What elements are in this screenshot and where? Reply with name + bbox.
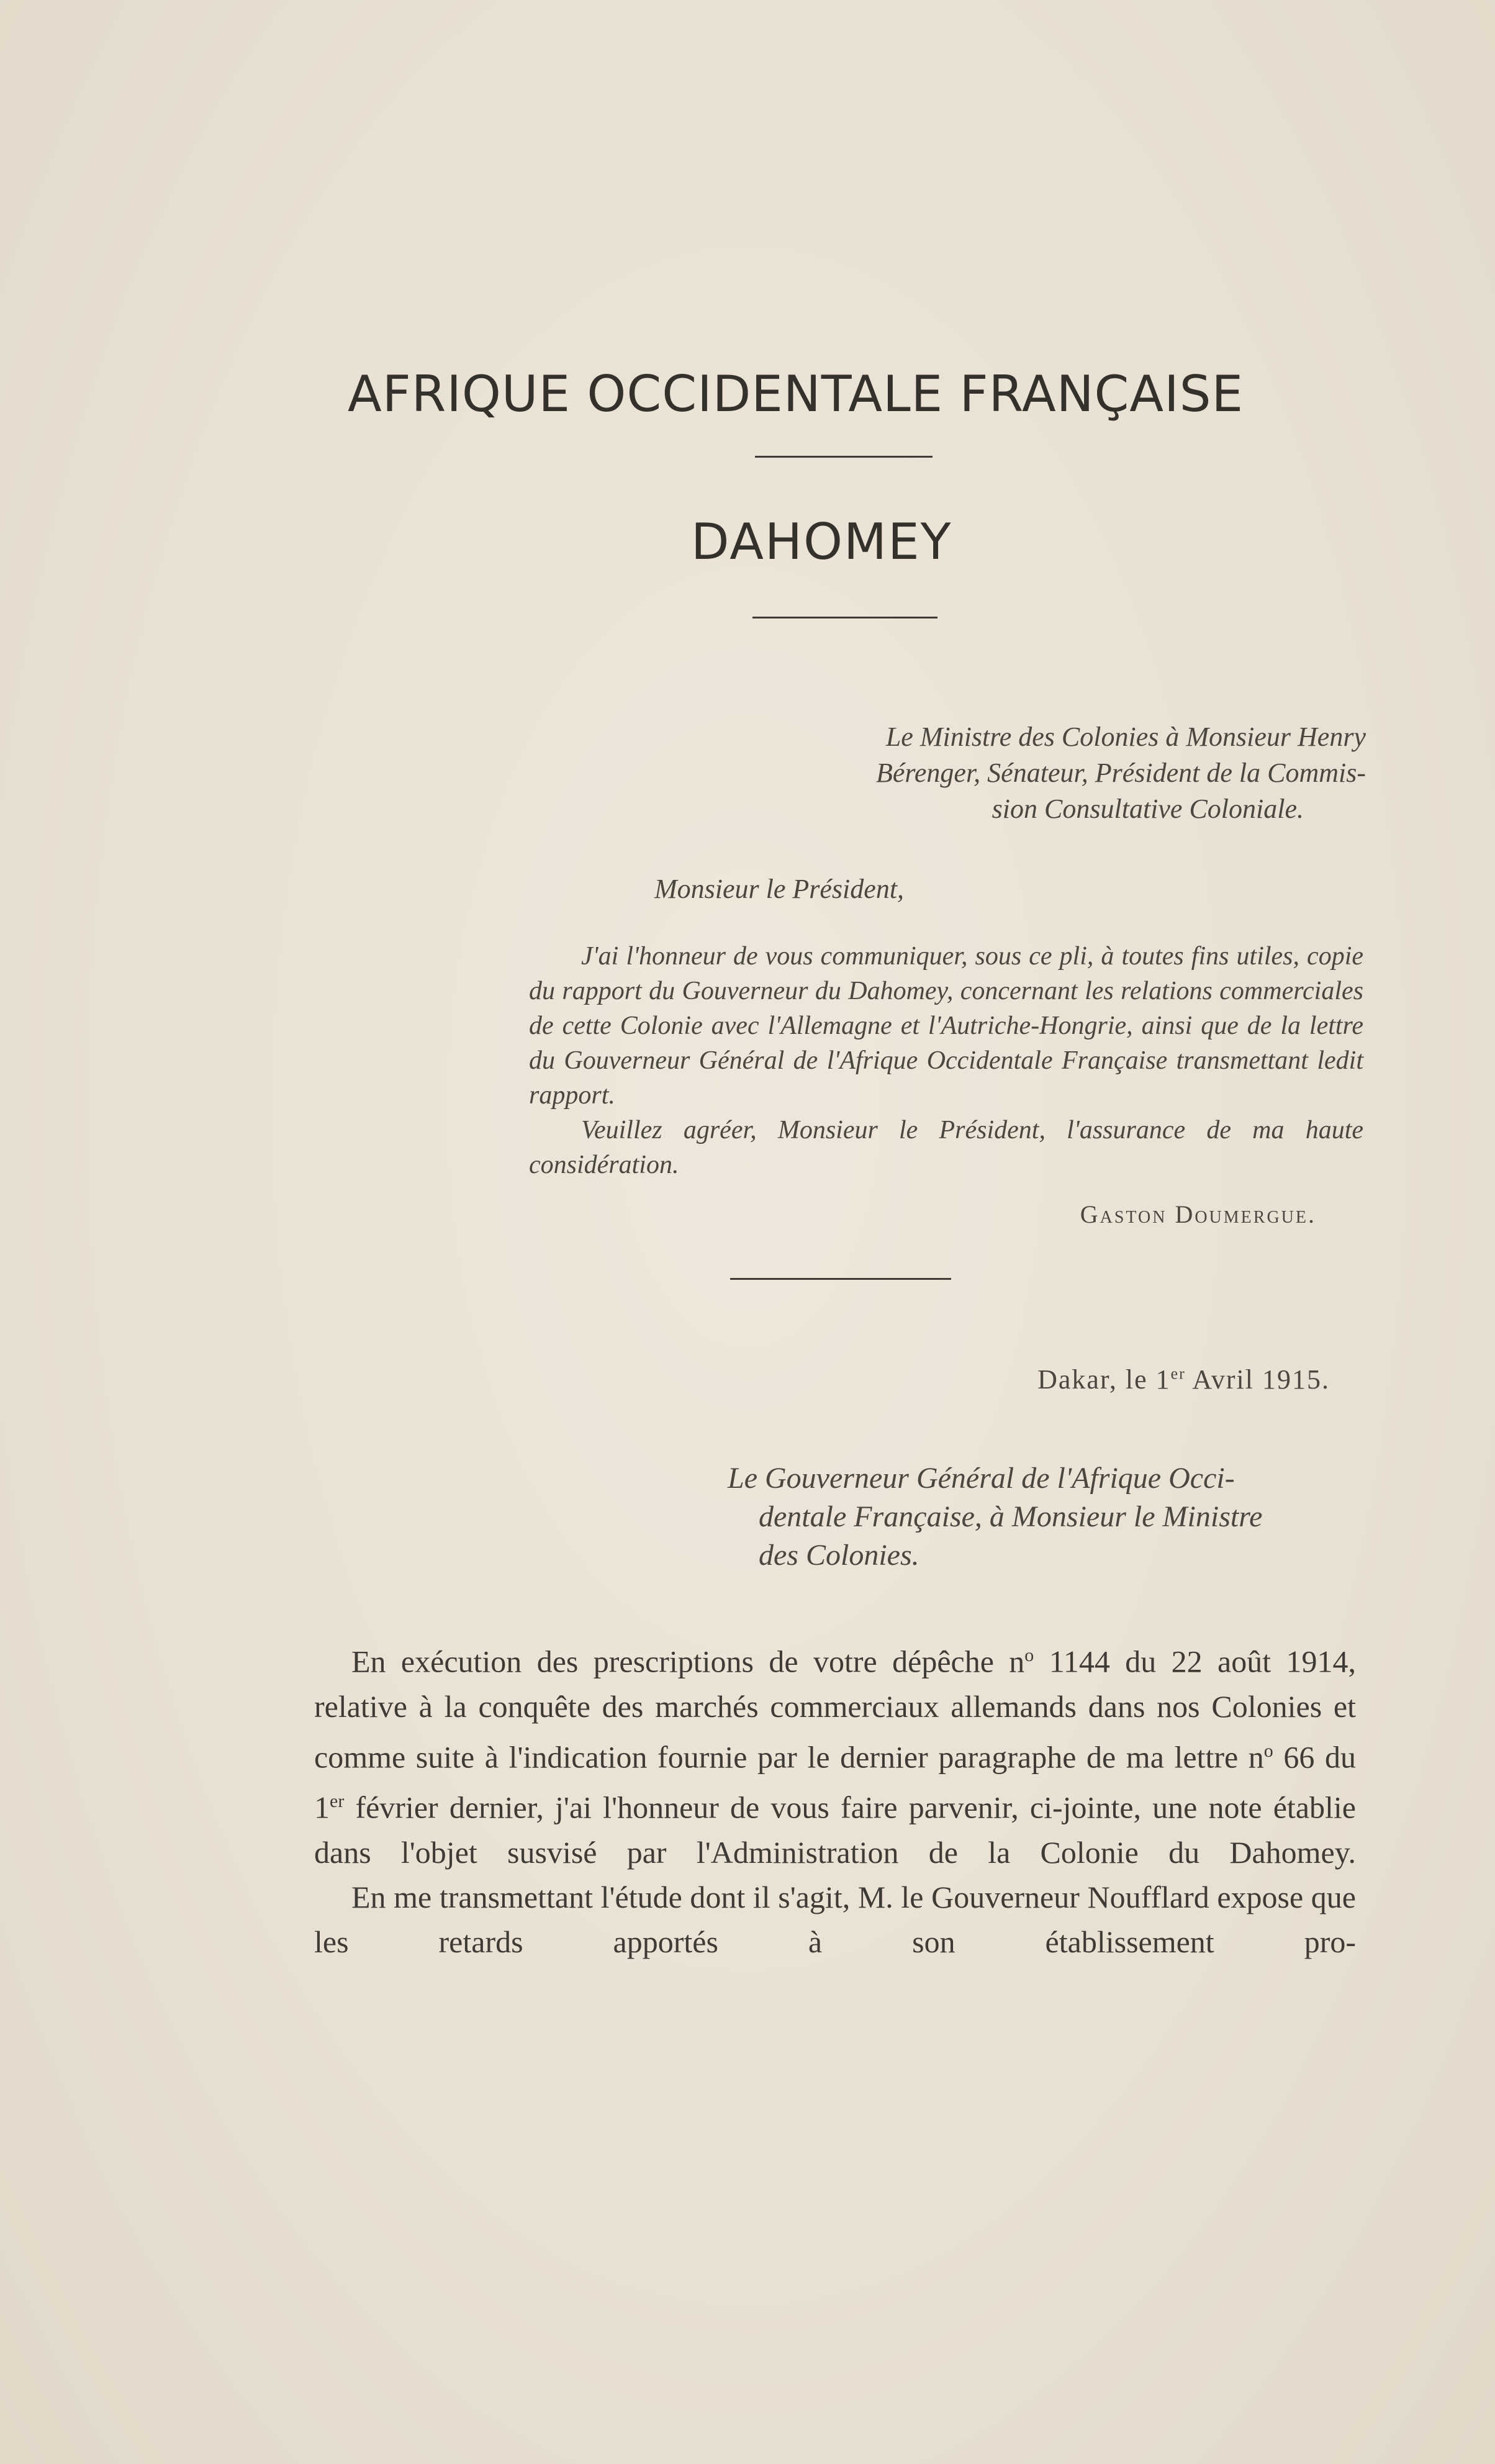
signature: Gaston Doumergue. (1080, 1200, 1316, 1228)
letter-address (739, 719, 1366, 827)
letter-address (728, 1459, 1370, 1575)
letter-paragraph: Veuillez agréer, Monsieur le Président, l'assurance de ma haute considération. (529, 1116, 1363, 1179)
divider-rule (730, 1278, 951, 1280)
superscript: o (1263, 1740, 1273, 1761)
superscript: er (330, 1791, 345, 1812)
divider-rule (755, 456, 933, 458)
divider-rule (752, 617, 937, 618)
salutation: Monsieur le Président, (654, 874, 905, 904)
section-title: DAHOMEY (691, 513, 952, 571)
address-line: sion Consultative Coloniale. (991, 794, 1304, 824)
address-line: Le Gouverneur Général de l'Afrique Occi- (728, 1462, 1235, 1495)
address-line: Le Ministre des Colonies à Monsieur Henry (885, 722, 1366, 752)
letter-paragraph: J'ai l'honneur de vous communiquer, sous ce pli, à toutes fins utiles, copie du rapport du Gouverneur du Dahomey, concernant les relations commerciales de cette Colonie avec l'Allemagne et l'Autriche-Hongrie, ainsi que de la lettre du Gouverneur Général de l'Afrique Occidentale Française transmettant ledit rapport. (529, 942, 1363, 1110)
address-line: des Colonies. (759, 1539, 919, 1572)
main-body (314, 1633, 1356, 1964)
date-superscript: er (1170, 1364, 1186, 1383)
body-text: 66 du 1 (314, 1739, 1356, 1825)
date-text: Dakar, le 1 (1037, 1364, 1171, 1395)
page-title: AFRIQUE OCCIDENTALE FRANÇAISE (348, 365, 1244, 423)
body-paragraph (314, 1633, 1356, 1875)
address-line: Bérenger, Sénateur, Président de la Commis- (875, 758, 1366, 788)
letter-body (529, 939, 1363, 1182)
body-text: En exécution des prescriptions de votre dépêche n (351, 1644, 1025, 1679)
body-text: février dernier, j'ai l'honneur de vous faire parvenir, ci-jointe, une note établie dans l'objet susvisé par l'Administration de la Colonie du Dahomey. (314, 1790, 1356, 1870)
body-paragraph: En me transmettant l'étude dont il s'agit, M. le Gouverneur Noufflard expose que les retards apportés à son établissement pro- (314, 1879, 1356, 1959)
body-text: 1144 du 22 août 1914, relative à la conquête des marchés commerciaux allemands dans nos Colonies et comme suite à l'indication fournie par le dernier paragraphe de ma lettre n (314, 1644, 1356, 1775)
address-line: dentale Française, à Monsieur le Ministre (759, 1500, 1263, 1533)
date-line (807, 1364, 1330, 1395)
date-text: Avril 1915. (1185, 1364, 1330, 1395)
superscript: o (1024, 1645, 1034, 1665)
